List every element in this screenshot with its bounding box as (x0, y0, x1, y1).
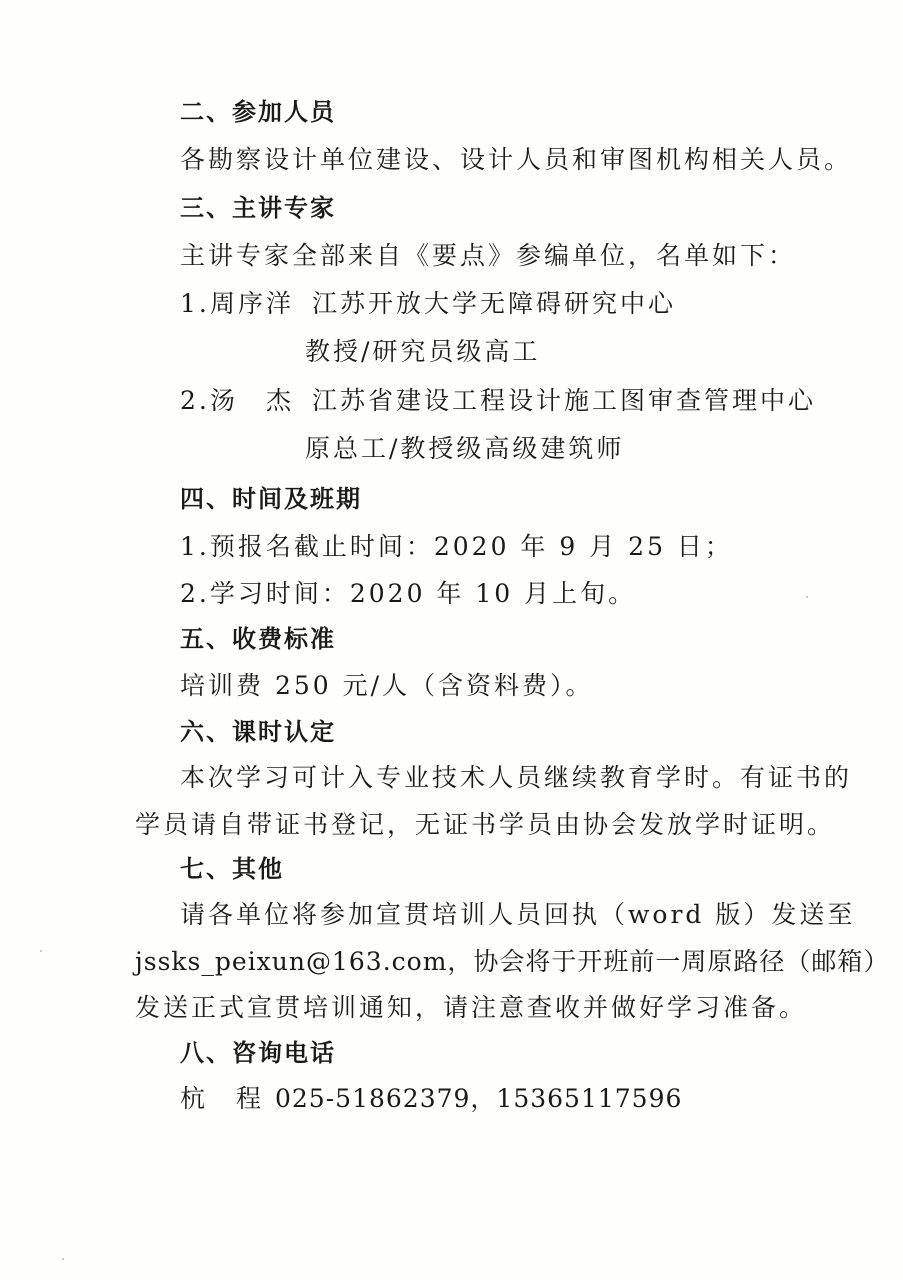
scan-speck (62, 1258, 64, 1260)
schedule-deadline: 1.预报名截止时间：2020 年 9 月 25 日； (180, 532, 733, 561)
section-heading-credit: 六、课时认定 (180, 718, 336, 746)
participants-body: 各勘察设计单位建设、设计人员和审图机构相关人员。 (180, 145, 853, 174)
section-heading-other: 七、其他 (180, 855, 284, 883)
section-heading-contact: 八、咨询电话 (180, 1039, 336, 1067)
fees-body: 培训费 250 元/人（含资料费）。 (180, 671, 594, 700)
expert-index: 2. (180, 386, 210, 415)
contact-name: 杭 程 (180, 1084, 265, 1113)
other-body-line-2: jssks_peixun@163.com，协会将于开班前一周原路径（邮箱） (135, 947, 890, 976)
scan-speck (806, 596, 808, 598)
expert-org: 江苏开放大学无障碍研究中心 (312, 289, 677, 318)
credit-body-line-1: 本次学习可计入专业技术人员继续教育学时。有证书的 (180, 763, 853, 792)
other-body-line-1: 请各单位将参加宣贯培训人员回执（word 版）发送至 (180, 900, 856, 929)
expert-index: 1. (180, 289, 210, 318)
section-heading-fees: 五、收费标准 (180, 625, 336, 653)
section-heading-experts: 三、主讲专家 (180, 194, 336, 222)
expert-name: 汤 杰 (210, 386, 295, 415)
credit-body-line-2: 学员请自带证书登记，无证书学员由协会发放学时证明。 (135, 810, 836, 839)
other-body-line-3: 发送正式宣贯培训通知，请注意查收并做好学习准备。 (135, 993, 808, 1022)
expert-title: 教授/研究员级高工 (305, 337, 541, 366)
contact-phones: 025-51862379，15365117596 (275, 1084, 683, 1113)
section-heading-schedule: 四、时间及班期 (180, 485, 362, 513)
schedule-study-time: 2.学习时间：2020 年 10 月上旬。 (180, 579, 637, 608)
experts-intro: 主讲专家全部来自《要点》参编单位，名单如下： (180, 241, 797, 270)
expert-title: 原总工/教授级高级建筑师 (305, 434, 625, 463)
expert-org: 江苏省建设工程设计施工图审查管理中心 (312, 386, 817, 415)
scan-speck (40, 950, 42, 952)
expert-name: 周序洋 (210, 289, 295, 318)
section-heading-participants: 二、参加人员 (180, 98, 336, 126)
